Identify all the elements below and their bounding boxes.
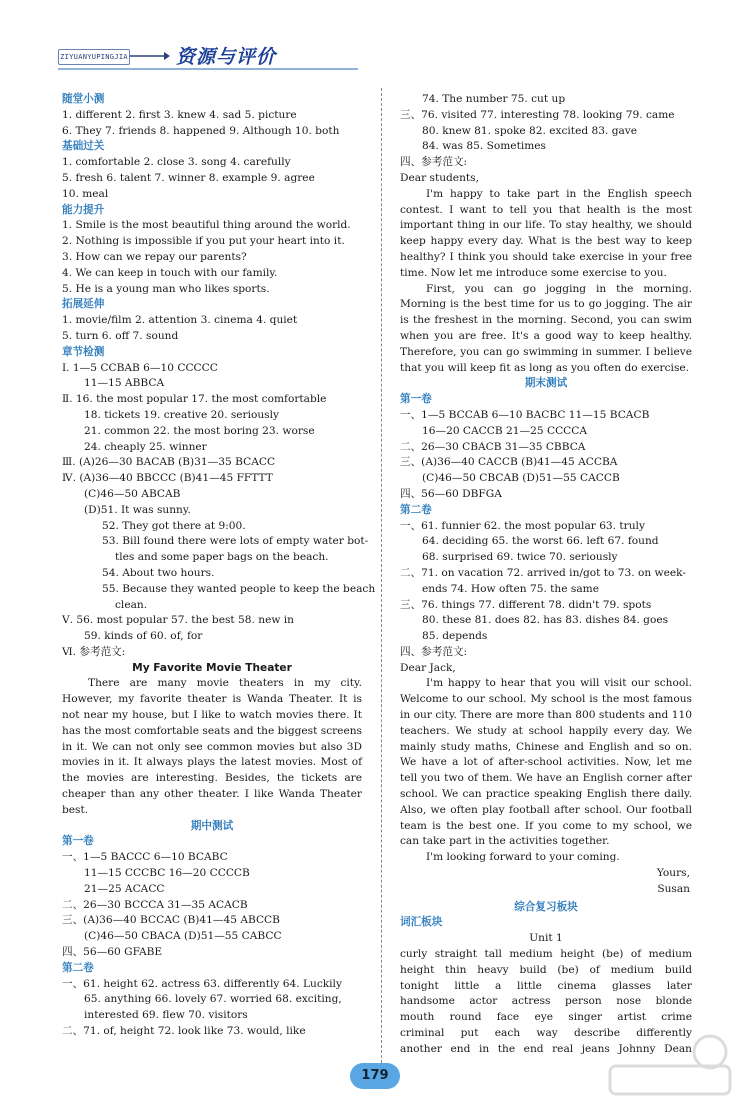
answer-line: 四、56—60 GFABE [62, 946, 163, 959]
answer-line: 21. common 22. the most boring 23. worse [84, 424, 315, 437]
section-heading: 拓展延伸 [62, 298, 105, 311]
answer-line: 11—15 ABBCA [84, 377, 165, 390]
left-column [62, 92, 376, 1040]
section-heading: 期末测试 [524, 377, 568, 390]
answer-line: 三、76. visited 77. interesting 78. looking 79. came [400, 108, 675, 121]
answer-line: 4. We can keep in touch with our family. [62, 266, 278, 279]
answer-line: 三、(A)36—40 CACCB (B)41—45 ACCBA [400, 456, 618, 469]
answer-line: 四、参考范文: [400, 156, 468, 169]
answer-line: 1. Smile is the most beautiful thing around the world. [62, 219, 351, 232]
answer-line: (C)46—50 CBACA (D)51—55 CABCC [84, 930, 282, 943]
essay-paragraph: I'm happy to hear that you will visit our school. Welcome to our school. My school is the most famous in our city. There are more than 800 students and 110 teachers. We study at school happily every day. We mainly study maths, Chinese and English and so on. We have a lot of after-school activities. Now, let me tell you two of them. We have an English corner after school. We can practice speaking English there daily. Also, we often play football after school. Our football team is the best one. If you come to my school, we can take part in the activities together. [400, 677, 692, 848]
vocab-line: handsome actor actress person nose blonde [400, 995, 692, 1008]
answer-line: 24. cheaply 25. winner [84, 440, 207, 453]
arrow-icon [130, 52, 170, 60]
answer-line: 一、1—5 BACCC 6—10 BCABC [62, 851, 228, 864]
answer-line: 54. About two hours. [102, 566, 215, 579]
vocab-line: another end in the end real jeans Johnny Dean [400, 1042, 692, 1055]
essay-dear-jack [400, 676, 692, 866]
section-heading: 能力提升 [62, 203, 105, 216]
section-heading: 第二卷 [62, 961, 94, 974]
essay-paragraph: First, you can go jogging in the morning. Morning is the best time for us to go jogging. The air is the freshest in the morning. Second, you can swim when you are free. It's a good way to keep healthy. Therefore, you can go swimming in summer. I believe that you will keep fit as long as you often do exercise. [400, 282, 692, 374]
answer-line: clean. [115, 598, 148, 611]
page-number: 179 [350, 1063, 400, 1089]
answer-line: ends 74. How often 75. the same [422, 582, 599, 595]
answer-line: 3. How can we repay our parents? [62, 250, 247, 263]
section-heading: 章节检测 [62, 345, 105, 358]
header-underline [58, 68, 358, 70]
closing-yours: Yours, [656, 867, 690, 880]
answer-line: 三、76. things 77. different 78. didn't 79. spots [400, 598, 652, 611]
answer-line: My Favorite Movie Theater [132, 661, 292, 674]
essay-paragraph: There are many movie theaters in my city. However, my favorite theater is Wanda Theater. It is not near my house, but I like to watch movies there. It has the most comfortable seats and the biggest screens in it. We can not only see common movies but also 3D movies in it. It always plays the latest movies. Most of the movies are interesting. Besides, the tickets are cheaper than any other theater. I like Wanda Theater best. [62, 677, 362, 816]
section-heading: 期中测试 [190, 819, 234, 832]
answer-line: 二、26—30 CBACB 31—35 CBBCA [400, 440, 586, 453]
vocab-line: criminal put each way describe differently [400, 1027, 692, 1040]
vocab-line: mouth round face eye singer artist crime [400, 1011, 692, 1024]
answer-line: 10. meal [62, 187, 109, 200]
column-divider [381, 88, 382, 1073]
vocab-line: curly straight tall medium height (be) of medium [400, 948, 692, 961]
right-column [400, 92, 692, 1058]
answer-line: 74. The number 75. cut up [422, 93, 566, 105]
watermark-logo [600, 1030, 740, 1100]
answer-line: tles and some paper bags on the beach. [115, 551, 329, 564]
answer-line: 21—25 ACACC [84, 882, 165, 895]
answer-line: 四、56—60 DBFGA [400, 487, 502, 500]
answer-line: 5. He is a young man who likes sports. [62, 282, 270, 295]
answer-line: 59. kinds of 60. of, for [84, 630, 203, 643]
vocab-title: 词汇板块 [400, 916, 443, 929]
answer-line: Ⅲ. (A)26—30 BACAB (B)31—35 BCACC [62, 456, 276, 469]
closing-signature: Susan [657, 882, 690, 895]
essay-movie-theater [62, 676, 362, 818]
section-title: 综合复习板块 [514, 900, 578, 913]
answer-line: 84. was 85. Sometimes [422, 140, 546, 153]
answer-line: 80. these 81. does 82. has 83. dishes 84. goes [422, 614, 669, 627]
answer-line: Dear Jack, [400, 661, 456, 674]
answer-line: 二、26—30 BCCCA 31—35 ACACB [62, 898, 248, 911]
answer-line: 5. fresh 6. talent 7. winner 8. example 9. agree [62, 171, 315, 184]
answer-line: 一、61. height 62. actress 63. differently 64. Luckily [62, 977, 342, 990]
essay-paragraph: I'm looking forward to your coming. [426, 851, 620, 864]
answer-line: 85. depends [422, 630, 488, 643]
brand-title: 资源与评价 [176, 46, 277, 68]
section-heading: 随堂小测 [62, 93, 105, 105]
answer-line: (D)51. It was sunny. [84, 503, 191, 516]
answer-line: 64. deciding 65. the worst 66. left 67. found [422, 535, 659, 548]
brand-pinyin: ZIYUANYUPINGJIA [58, 49, 130, 65]
answer-line: 52. They got there at 9:00. [102, 519, 246, 532]
answer-line: 三、(A)36—40 BCCAC (B)41—45 ABCCB [62, 914, 280, 927]
section-heading: 第一卷 [62, 835, 94, 848]
answer-line: (C)46—50 CBCAB (D)51—55 CACCB [422, 472, 620, 485]
answer-line: Ⅳ. (A)36—40 BBCCC (B)41—45 FFTTT [62, 472, 273, 485]
unit-label: Unit 1 [529, 932, 563, 945]
answer-line: Ⅰ. 1—5 CCBAB 6—10 CCCCC [62, 361, 218, 374]
answer-line: 6. They 7. friends 8. happened 9. Although 10. both [62, 124, 340, 137]
answer-line: 2. Nothing is impossible if you put your heart into it. [62, 235, 345, 248]
answer-line: Ⅱ. 16. the most popular 17. the most comfortable [62, 393, 327, 406]
answer-line: Ⅴ. 56. most popular 57. the best 58. new in [62, 614, 294, 627]
answer-line: 80. knew 81. spoke 82. excited 83. gave [422, 124, 638, 137]
answer-line: Dear students, [400, 171, 479, 184]
answer-line: 一、1—5 BCCAB 6—10 BACBC 11—15 BCACB [400, 408, 650, 421]
essay-health [400, 187, 692, 377]
answer-line: 二、71. on vacation 72. arrived in/got to 73. on week- [400, 566, 686, 579]
vocab-line: height thin heavy build (be) of medium build [400, 963, 692, 976]
answer-line: interested 69. flew 70. visitors [84, 1009, 248, 1022]
answer-line: 65. anything 66. lovely 67. worried 68. exciting, [84, 993, 342, 1006]
answer-line: 55. Because they wanted people to keep the beach [102, 582, 376, 595]
section-heading: 基础过关 [62, 140, 105, 153]
answer-line: 16—20 CACCB 21—25 CCCCA [422, 424, 588, 437]
answer-line: 5. turn 6. off 7. sound [62, 329, 179, 342]
answer-line: (C)46—50 ABCAB [84, 487, 181, 500]
answer-line: 1. movie/film 2. attention 3. cinema 4. quiet [62, 314, 298, 327]
page-header [58, 40, 358, 70]
essay-paragraph: I'm happy to take part in the English speech contest. I want to tell you that health is the most important thing in our life. To stay healthy, we should keep happy every day. What is the best way to keep healthy? I think you should take exercise in your free time. Now let me introduce some exercise to you. [400, 187, 692, 279]
answer-line: 一、61. funnier 62. the most popular 63. truly [400, 519, 645, 532]
answer-line: 11—15 CCCBC 16—20 CCCCB [84, 867, 250, 880]
answer-line: Ⅵ. 参考范文: [62, 645, 126, 658]
answer-line: 1. different 2. first 3. knew 4. sad 5. picture [62, 108, 297, 121]
section-heading: 第二卷 [400, 503, 432, 516]
answer-line: 二、71. of, height 72. look like 73. would, like [62, 1025, 306, 1038]
answer-line: 四、参考范文: [400, 645, 468, 658]
vocab-line: tonight little a little cinema glasses later [400, 979, 692, 992]
answer-line: 18. tickets 19. creative 20. seriously [84, 408, 279, 421]
answer-line: 68. surprised 69. twice 70. seriously [422, 551, 618, 564]
section-heading: 第一卷 [400, 393, 432, 406]
answer-line: 1. comfortable 2. close 3. song 4. carefully [62, 156, 291, 169]
answer-line: 53. Bill found there were lots of empty water bot- [102, 535, 369, 548]
